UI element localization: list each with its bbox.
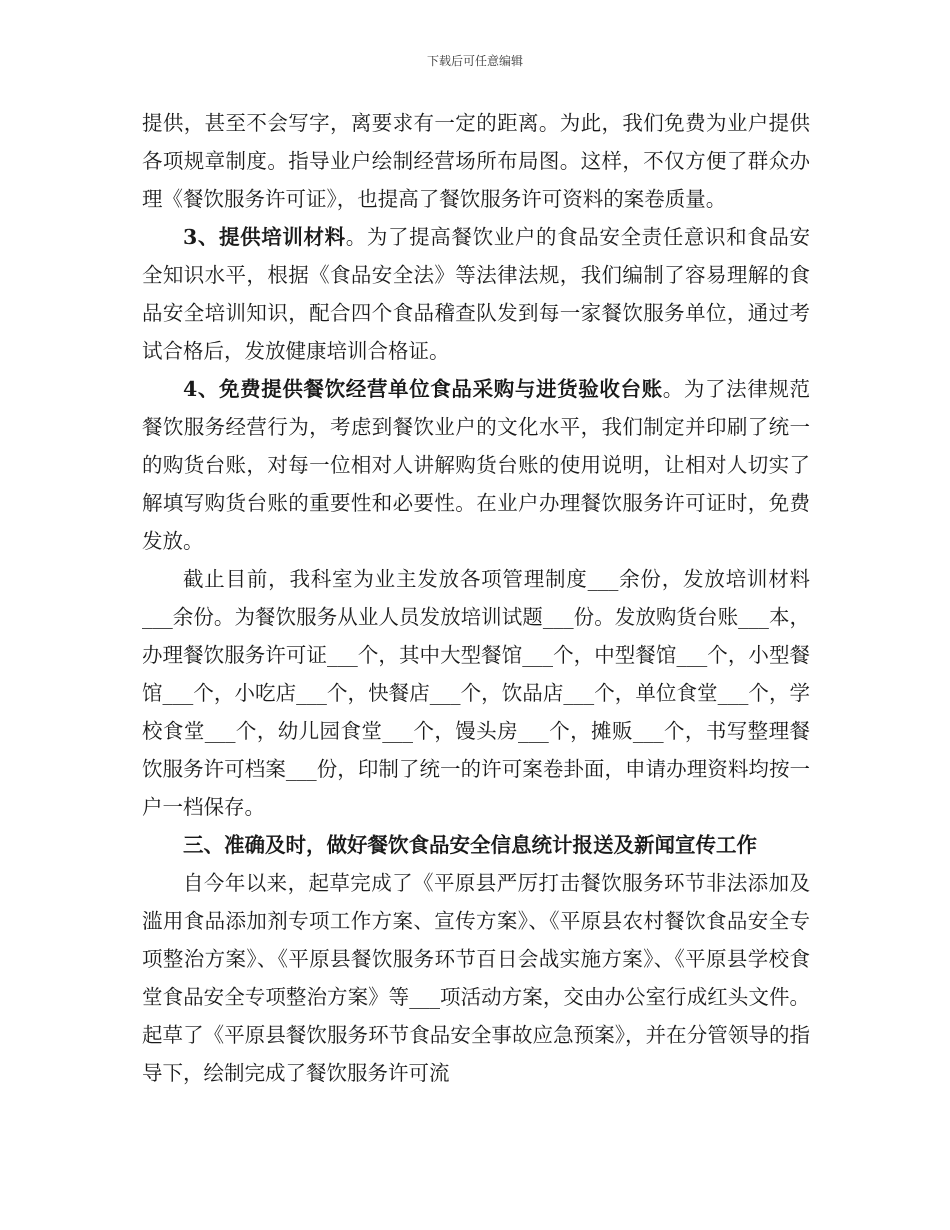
section-heading-text: 三、准确及时，做好餐饮食品安全信息统计报送及新闻宣传工作 — [183, 833, 757, 857]
paragraph-3-lead: 4、免费提供餐饮经营单位食品采购与进货验收台账 — [183, 377, 663, 401]
paragraph-4 — [142, 560, 810, 826]
section-heading — [142, 826, 810, 864]
paragraph-1-text: 提供，甚至不会写字，离要求有一定的距离。为此，我们免费为业户提供各项规章制度。指导业户绘制经营场所布局图。这样，不仅方便了群众办理《餐饮服务许可证》，也提高了餐饮服务许可资料的案卷质量。 — [142, 111, 810, 211]
paragraph-3 — [142, 370, 810, 560]
paragraph-2-lead: 3、提供培训材料 — [183, 225, 346, 249]
page-header: 下载后可任意编辑 — [426, 54, 523, 68]
paragraph-4-text: 截止目前，我科室为业主发放各项管理制度___余份，发放培训材料___余份。为餐饮服务从业人员发放培训试题___份。发放购货台账___本，办理餐饮服务许可证___个，其中大型餐馆___个，中型餐馆___个，小型餐馆___个，小吃店___个，快餐店___个，饮品店___个，单位食堂___个，学校食堂___个，幼儿园食堂___个，馒头房___个，摊贩___个，书写整理餐饮服务许可档案___份，印制了统一的许可案卷卦面，申请办理资料均按一户一档保存。 — [142, 567, 810, 819]
paragraph-5-text: 自今年以来，起草完成了《平原县严厉打击餐饮服务环节非法添加及滥用食品添加剂专项工作方案、宣传方案》、《平原县农村餐饮食品安全专项整治方案》、《平原县餐饮服务环节百日会战实施方案》、《平原县学校食堂食品安全专项整治方案》等___项活动方案，交由办公室行成红头文件。起草了《平原县餐饮服务环节食品安全事故应急预案》，并在分管领导的指导下，绘制完成了餐饮服务许可流 — [142, 871, 810, 1085]
paragraph-3-text: 。为了法律规范餐饮服务经营行为，考虑到餐饮业户的文化水平，我们制定并印刷了统一的购货台账，对每一位相对人讲解购货台账的使用说明，让相对人切实了解填写购货台账的重要性和必要性。在业户办理餐饮服务许可证时，免费发放。 — [142, 377, 811, 553]
paragraph-2 — [142, 218, 810, 370]
paragraph-5 — [142, 864, 810, 1092]
paragraph-1 — [142, 104, 810, 218]
document-body — [142, 104, 810, 1092]
paragraph-2-text: 。为了提高餐饮业户的食品安全责任意识和食品安全知识水平，根据《食品安全法》等法律法规，我们编制了容易理解的食品安全培训知识，配合四个食品稽查队发到每一家餐饮服务单位，通过考试合格后，发放健康培训合格证。 — [142, 225, 810, 363]
